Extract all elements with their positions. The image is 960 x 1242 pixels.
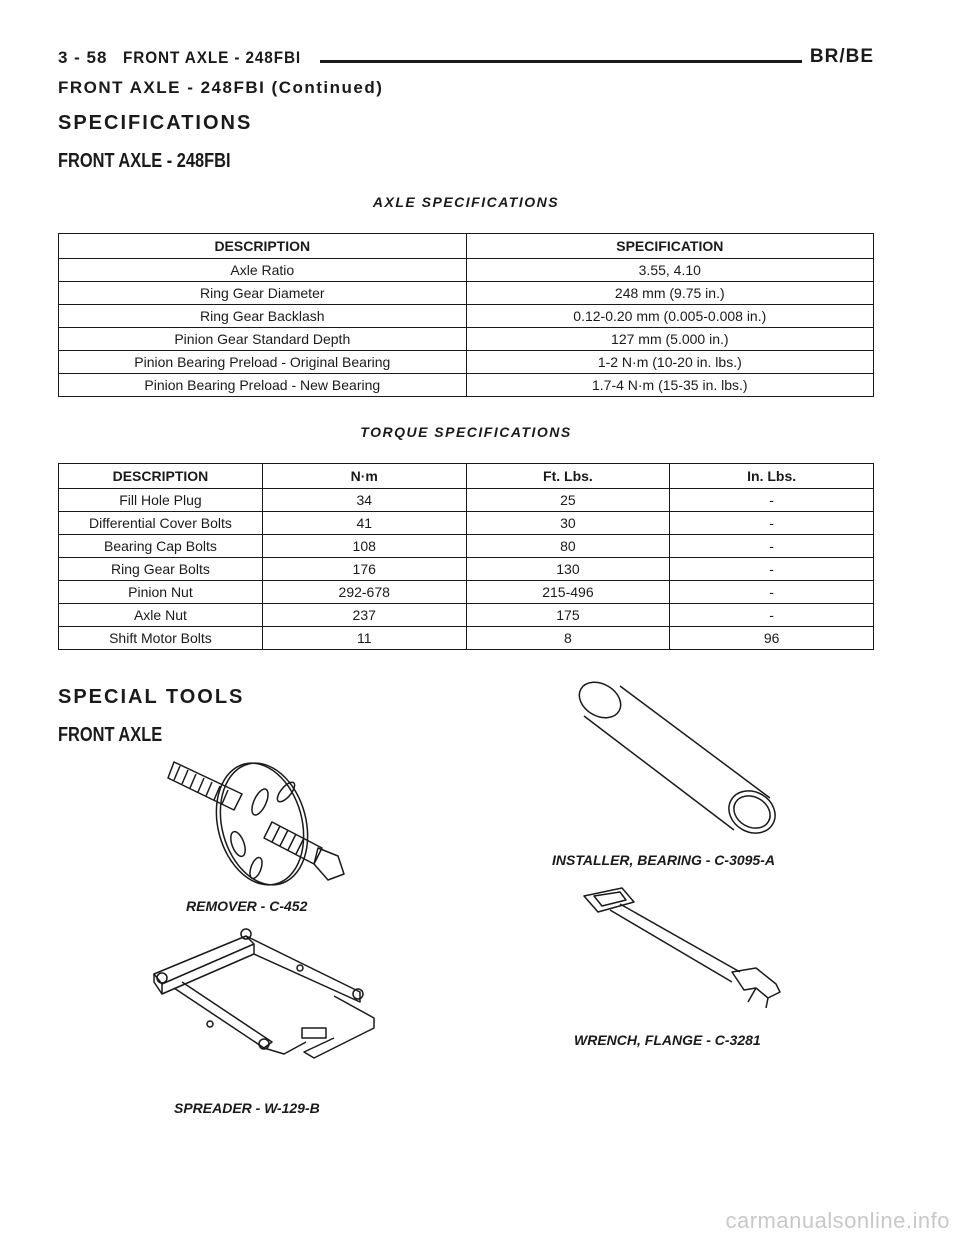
special-tools-subheading: FRONT AXLE bbox=[58, 724, 163, 746]
table-cell: 130 bbox=[466, 558, 670, 581]
continued-title: FRONT AXLE - 248FBI (Continued) bbox=[58, 78, 384, 97]
table-cell: Pinion Gear Standard Depth bbox=[59, 328, 467, 351]
table-cell: 3.55, 4.10 bbox=[466, 259, 873, 282]
table-row bbox=[59, 581, 874, 604]
wrench-label: WRENCH, FLANGE - C-3281 bbox=[574, 1032, 761, 1048]
table-cell: 292-678 bbox=[262, 581, 466, 604]
table-cell: 248 mm (9.75 in.) bbox=[466, 282, 873, 305]
table-cell: 1-2 N·m (10-20 in. lbs.) bbox=[466, 351, 873, 374]
table-cell: 41 bbox=[262, 512, 466, 535]
table-cell: - bbox=[670, 512, 874, 535]
spreader-illustration bbox=[134, 922, 384, 1082]
special-tools-heading: SPECIAL TOOLS bbox=[58, 686, 245, 708]
table-cell: 30 bbox=[466, 512, 670, 535]
table-cell: - bbox=[670, 581, 874, 604]
header-rule bbox=[320, 60, 802, 63]
table-cell: Differential Cover Bolts bbox=[59, 512, 263, 535]
installer-illustration bbox=[570, 682, 780, 842]
table-cell: 1.7-4 N·m (15-35 in. lbs.) bbox=[466, 374, 873, 397]
header-section-title: FRONT AXLE - 248FBI bbox=[123, 48, 302, 67]
table-cell: - bbox=[670, 535, 874, 558]
table-row bbox=[59, 328, 874, 351]
torque-spec-table bbox=[58, 463, 874, 650]
table-cell: 127 mm (5.000 in.) bbox=[466, 328, 873, 351]
table-cell: 25 bbox=[466, 489, 670, 512]
table-cell: Shift Motor Bolts bbox=[59, 627, 263, 650]
table-cell: 215-496 bbox=[466, 581, 670, 604]
table-cell: - bbox=[670, 604, 874, 627]
header-model-code: BR/BE bbox=[809, 46, 874, 67]
table-cell: 96 bbox=[670, 627, 874, 650]
torque-table-caption: TORQUE SPECIFICATIONS bbox=[360, 424, 572, 440]
table-row bbox=[59, 535, 874, 558]
installer-label: INSTALLER, BEARING - C-3095-A bbox=[552, 852, 775, 868]
table-cell: 34 bbox=[262, 489, 466, 512]
column-header: N·m bbox=[262, 464, 466, 489]
table-cell: 237 bbox=[262, 604, 466, 627]
column-header: DESCRIPTION bbox=[59, 234, 467, 259]
column-header: In. Lbs. bbox=[670, 464, 874, 489]
table-header-row bbox=[59, 464, 874, 489]
table-cell: 8 bbox=[466, 627, 670, 650]
table-row bbox=[59, 374, 874, 397]
table-cell: 175 bbox=[466, 604, 670, 627]
table-cell: Pinion Nut bbox=[59, 581, 263, 604]
table-row bbox=[59, 512, 874, 535]
table-cell: 11 bbox=[262, 627, 466, 650]
table-row bbox=[59, 259, 874, 282]
page-header-left bbox=[58, 48, 321, 68]
table-cell: Ring Gear Bolts bbox=[59, 558, 263, 581]
table-cell: Fill Hole Plug bbox=[59, 489, 263, 512]
column-header: SPECIFICATION bbox=[466, 234, 873, 259]
wrench-illustration bbox=[580, 888, 800, 1008]
table-cell: 0.12-0.20 mm (0.005-0.008 in.) bbox=[466, 305, 873, 328]
specifications-heading: SPECIFICATIONS bbox=[58, 112, 253, 134]
table-cell: Axle Nut bbox=[59, 604, 263, 627]
remover-illustration bbox=[168, 752, 358, 892]
table-row bbox=[59, 558, 874, 581]
table-cell: Bearing Cap Bolts bbox=[59, 535, 263, 558]
table-cell: Ring Gear Backlash bbox=[59, 305, 467, 328]
column-header: DESCRIPTION bbox=[59, 464, 263, 489]
table-row bbox=[59, 282, 874, 305]
table-row bbox=[59, 489, 874, 512]
table-cell: 80 bbox=[466, 535, 670, 558]
table-cell: Ring Gear Diameter bbox=[59, 282, 467, 305]
table-cell: - bbox=[670, 558, 874, 581]
specifications-subheading: FRONT AXLE - 248FBI bbox=[58, 150, 231, 172]
axle-table-caption: AXLE SPECIFICATIONS bbox=[372, 194, 560, 210]
table-row bbox=[59, 604, 874, 627]
table-cell: 176 bbox=[262, 558, 466, 581]
watermark: carmanualsonline.info bbox=[725, 1208, 950, 1233]
table-cell: Pinion Bearing Preload - New Bearing bbox=[59, 374, 467, 397]
table-cell: Pinion Bearing Preload - Original Bearing bbox=[59, 351, 467, 374]
table-row bbox=[59, 351, 874, 374]
table-header-row bbox=[59, 234, 874, 259]
column-header: Ft. Lbs. bbox=[466, 464, 670, 489]
table-cell: - bbox=[670, 489, 874, 512]
spreader-label: SPREADER - W-129-B bbox=[174, 1100, 320, 1116]
table-row bbox=[59, 305, 874, 328]
table-cell: Axle Ratio bbox=[59, 259, 467, 282]
page-number: 3 - 58 bbox=[58, 48, 108, 67]
table-cell: 108 bbox=[262, 535, 466, 558]
table-row bbox=[59, 627, 874, 650]
axle-spec-table bbox=[58, 233, 874, 397]
remover-label: REMOVER - C-452 bbox=[186, 898, 308, 914]
